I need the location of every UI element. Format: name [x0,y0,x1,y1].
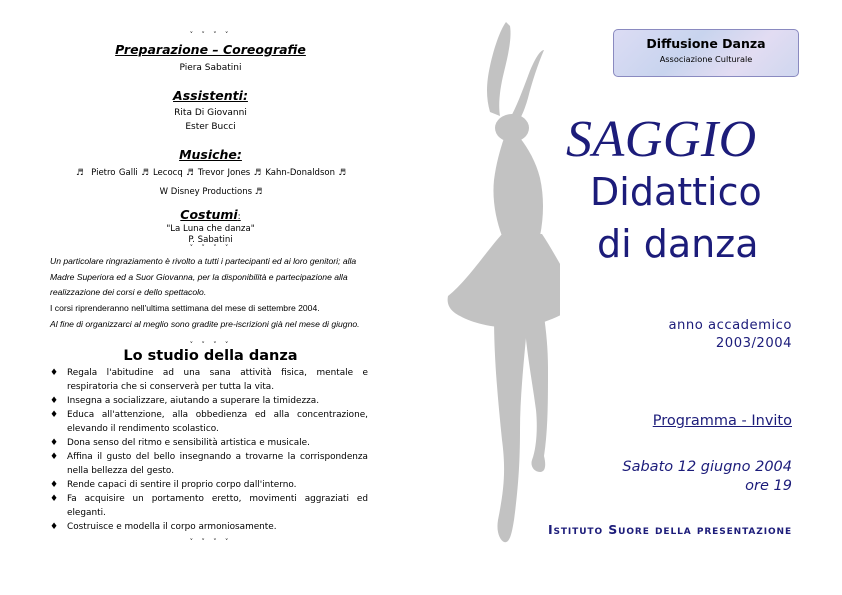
list-item [50,366,368,394]
list-item-text: Fa acquisire un portamento eretto, movimenti aggraziati ed eleganti. [67,494,368,518]
music-item: Lecocq [152,168,183,178]
costumes-heading [0,207,421,222]
list-item [50,394,368,408]
music-item: W Disney Productions [159,187,253,197]
list-item-text: Regala l'abitudine ad una sana attività fisica, mentale e respiratoria che si conserverà per tutta la vita. [67,368,368,392]
ballerina-silhouette-icon [420,20,560,560]
costumes-heading-text: Costumi [180,207,238,222]
costumes-line: "La Luna che danza" [166,224,255,234]
thanks-text [50,254,368,333]
preregistration-note: Al fine di organizzarci al meglio sono gradite pre-iscrizioni già nel mese di giugno. [50,318,360,329]
academic-year-label: anno accademico [668,318,792,333]
list-item [50,520,368,534]
music-heading: Musiche: [179,147,242,162]
music-note-icon: ♬ [253,168,262,178]
institute-name: Istituto Suore della presentazione [547,522,792,537]
prep-name: Piera Sabatini [179,63,242,73]
assist-name: Ester Bucci [185,122,236,132]
prep-heading: Preparazione – Coreografie [115,42,306,57]
music-note-icon: ♬ [338,168,346,178]
diamond-bullet-icon: ♦ [50,452,59,462]
music-item: Trevor Jones [197,168,251,178]
event-date: Sabato 12 giugno 2004 [622,459,792,475]
diffusione-danza-logo [613,29,799,77]
diamond-bullet-icon: ♦ [50,410,59,420]
music-item: Kahn-Donaldson [265,168,335,178]
study-title: Lo studio della danza [123,348,298,364]
music-note-icon: ♬ [76,168,85,178]
list-item [50,478,368,492]
list-item [50,408,368,436]
list-item-text: Dona senso del ritmo e sensibilità artistica e musicale. [67,438,310,448]
list-item-text: Affina il gusto del bello insegnando a trovarne la corrispondenza nella bellezza del gesto. [67,452,368,476]
thanks-italic: Un particolare ringraziamento è rivolto a tutti i partecipanti ed ai loro genitori; alla Madre Superiora ed a Suor Giovanna, per la disponibilità e partecipazione alla realizzazione dei corsi e dello spettacolo. [50,256,357,298]
ornament: ˅ ˅ ˅ ˅ [189,341,232,349]
music-note-icon: ♬ [254,187,263,197]
diamond-bullet-icon: ♦ [50,480,59,490]
title-saggio: SAGGIO [566,111,757,168]
study-list [50,366,368,534]
ornament: ˅ ˅ ˅ ˅ [189,538,232,546]
event-time: ore 19 [745,478,792,494]
list-item-text: Costruisce e modella il corpo armoniosamente. [67,522,277,532]
program-invite [592,413,792,429]
assist-heading: Assistenti: [173,88,248,103]
assist-name: Rita Di Giovanni [174,108,247,118]
costumes-colon: : [237,212,241,222]
ornament: ˅ ˅ ˅ ˅ [189,31,232,39]
music-item: Pietro Galli [91,168,138,178]
logo-subtitle: Associazione Culturale [659,54,753,64]
music-list [76,164,346,202]
diamond-bullet-icon: ♦ [50,396,59,406]
music-note-icon: ♬ [186,168,195,178]
list-item [50,492,368,520]
courses-note: I corsi riprenderanno nell'ultima settimana del mese di settembre 2004. [50,303,320,314]
title-di-danza: di danza [597,222,759,266]
program-invite-text: Programma - Invito [652,413,792,429]
title-didattico: Didattico [590,170,762,214]
diamond-bullet-icon: ♦ [50,438,59,448]
list-item-text: Rende capaci di sentire il proprio corpo dall'interno. [67,480,297,490]
diamond-bullet-icon: ♦ [50,368,59,378]
list-item [50,450,368,478]
ornament: ˅ ˅ ˅ ˅ [189,244,232,252]
list-item [50,436,368,450]
costumes-line: P. Sabatini [188,235,233,245]
logo-title: Diffusione Danza [646,36,766,51]
diamond-bullet-icon: ♦ [50,522,59,532]
list-item-text: Educa all'attenzione, alla obbedienza ed alla concentrazione, elevando il rendimento scolastico. [67,410,368,434]
diamond-bullet-icon: ♦ [50,494,59,504]
music-note-icon: ♬ [141,168,150,178]
list-item-text: Insegna a socializzare, aiutando a superare la timidezza. [67,396,320,406]
academic-year-value: 2003/2004 [715,336,792,351]
